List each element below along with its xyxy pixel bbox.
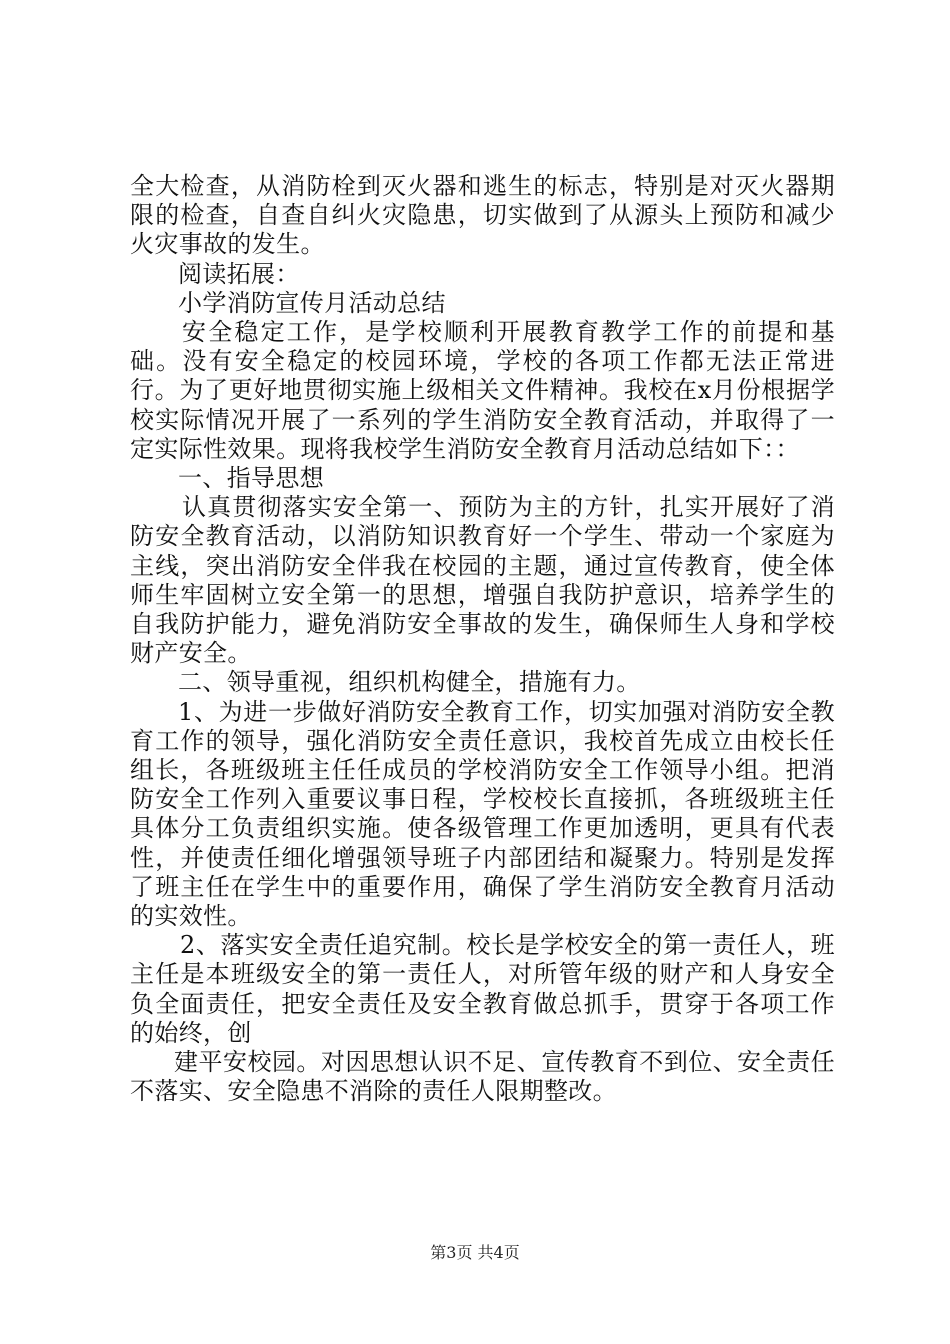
paragraph-item-2: 2、落实安全责任追究制。校长是学校安全的第一责任人，班主任是本班级安全的第一责任人，对所管年级的财产和人身安全负全面责任，把安全责任及安全教育做总抓手，贯穿于各项工作的始终，创 [130, 931, 835, 1047]
paragraph-guiding-thought: 认真贯彻落实安全第一、预防为主的方针，扎实开展好了消防安全教育活动，以消防知识教育好一个学生、带动一个家庭为主线，突出消防安全伴我在校园的主题，通过宣传教育，使全体师生牢固树立安全第一的思想，增强自我防护意识，培养学生的自我防护能力，避免消防安全事故的发生，确保师生人身和学校财产安全。 [130, 493, 835, 668]
article-title: 小学消防宣传月活动总结 [178, 288, 446, 317]
section-heading-leadership: 二、领导重视，组织机构健全，措施有力。 [178, 668, 641, 697]
page-number-footer: 第3页 共4页 [430, 1243, 520, 1262]
document-body [130, 172, 835, 1107]
section-heading-guiding-thought: 一、指导思想 [178, 464, 325, 493]
paragraph-item-2-continued: 建平安校园。对因思想认识不足、宣传教育不到位、安全责任不落实、安全隐患不消除的责任人限期整改。 [130, 1048, 835, 1106]
paragraph-intro: 安全稳定工作，是学校顺利开展教育教学工作的前提和基础。没有安全稳定的校园环境，学校的各项工作都无法正常进行。为了更好地贯彻实施上级相关文件精神。我校在x月份根据学校实际情况开展了一系列的学生消防安全教育活动，并取得了一定实际性效果。现将我校学生消防安全教育月活动总结如下：： [130, 318, 835, 463]
paragraph-item-1: 1、为进一步做好消防安全教育工作，切实加强对消防安全教育工作的领导，强化消防安全责任意识，我校首先成立由校长任组长，各班级班主任任成员的学校消防安全工作领导小组。把消防安全工作列入重要议事日程，学校校长直接抓，各班级班主任具体分工负责组织实施。使各级管理工作更加透明，更具有代表性，并使责任细化增强领导班子内部团结和凝聚力。特别是发挥了班主任在学生中的重要作用，确保了学生消防安全教育月活动的实效性。 [130, 697, 835, 931]
paragraph-reading-extension: 阅读拓展： [178, 259, 300, 288]
paragraph-continuation: 全大检查，从消防栓到灭火器和逃生的标志，特别是对灭火器期限的检查，自查自纠火灾隐患，切实做到了从源头上预防和减少火灾事故的发生。 [130, 172, 835, 259]
